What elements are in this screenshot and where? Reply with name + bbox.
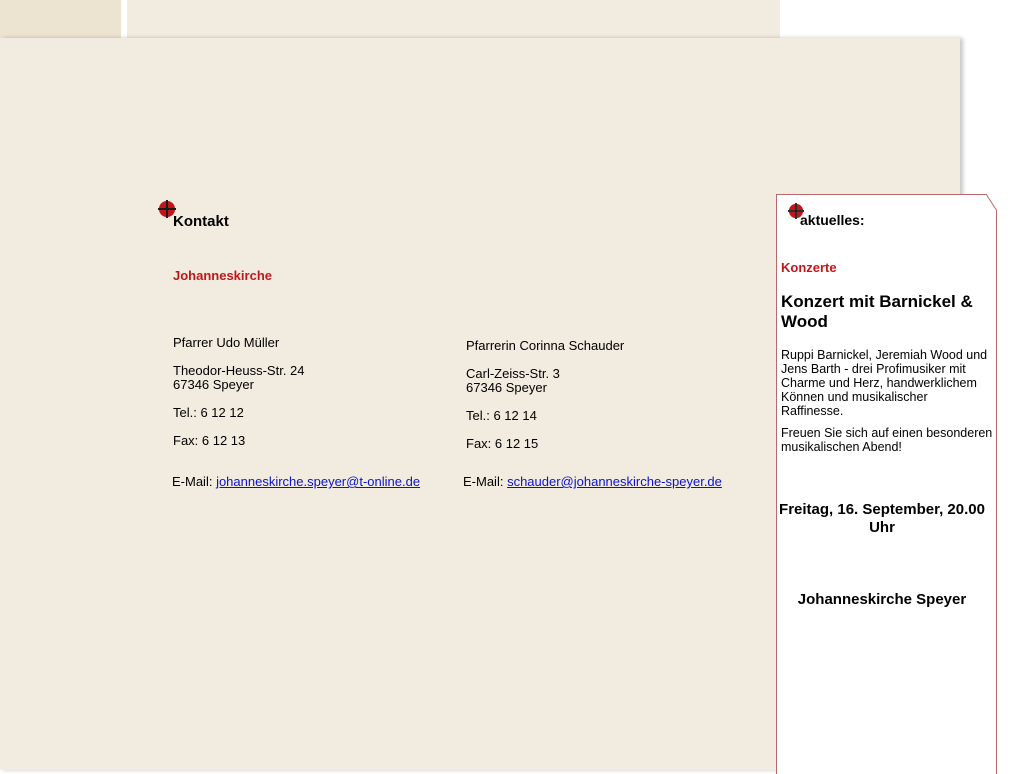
header-left-block (0, 0, 121, 38)
news-category: Konzerte (781, 260, 837, 275)
pastor-fax: Fax: 6 12 13 (173, 433, 246, 448)
pastor-city: 67346 Speyer (173, 377, 254, 392)
email-label: E-Mail: (172, 474, 217, 489)
pastor-street: Theodor-Heuss-Str. 24 (173, 363, 305, 378)
news-title: aktuelles: (800, 212, 865, 228)
email-link[interactable]: johanneskirche.speyer@t-online.de (216, 474, 421, 489)
church-name: Johanneskirche (173, 268, 272, 283)
event-venue: Johanneskirche Speyer (797, 591, 967, 608)
contact-left (173, 336, 305, 448)
event-date: Freitag, 16. September, 20.00 Uhr (779, 501, 985, 536)
pastor2-tel: Tel.: 6 12 14 (466, 408, 537, 423)
email-line-right (463, 474, 722, 489)
news-text: Ruppi Barnickel, Jeremiah Wood und Jens Barth - drei Profimusiker mit Charme und Herz, handwerklichem Können und musikalischer Raffinesse. (781, 348, 988, 418)
email-label: E-Mail: (463, 474, 508, 489)
pastor2-name: Pfarrerin Corinna Schauder (466, 338, 625, 353)
pastor2-fax: Fax: 6 12 15 (466, 436, 539, 451)
contact-right (466, 339, 624, 451)
email-line-left (172, 474, 420, 489)
contact-title: Kontakt (173, 213, 229, 230)
pastor-name: Pfarrer Udo Müller (173, 335, 280, 350)
pastor2-street: Carl-Zeiss-Str. 3 (466, 366, 560, 381)
header-banner (127, 0, 780, 38)
news-box (776, 194, 997, 774)
pastor2-city: 67346 Speyer (466, 380, 547, 395)
email-link[interactable]: schauder@johanneskirche-speyer.de (507, 474, 722, 489)
corner-fold (986, 194, 997, 211)
news-text-2: Freuen Sie sich auf einen besonderen musikalischen Abend! (781, 426, 993, 454)
pastor-tel: Tel.: 6 12 12 (173, 405, 244, 420)
news-headline: Konzert mit Barnickel & Wood (781, 292, 973, 331)
